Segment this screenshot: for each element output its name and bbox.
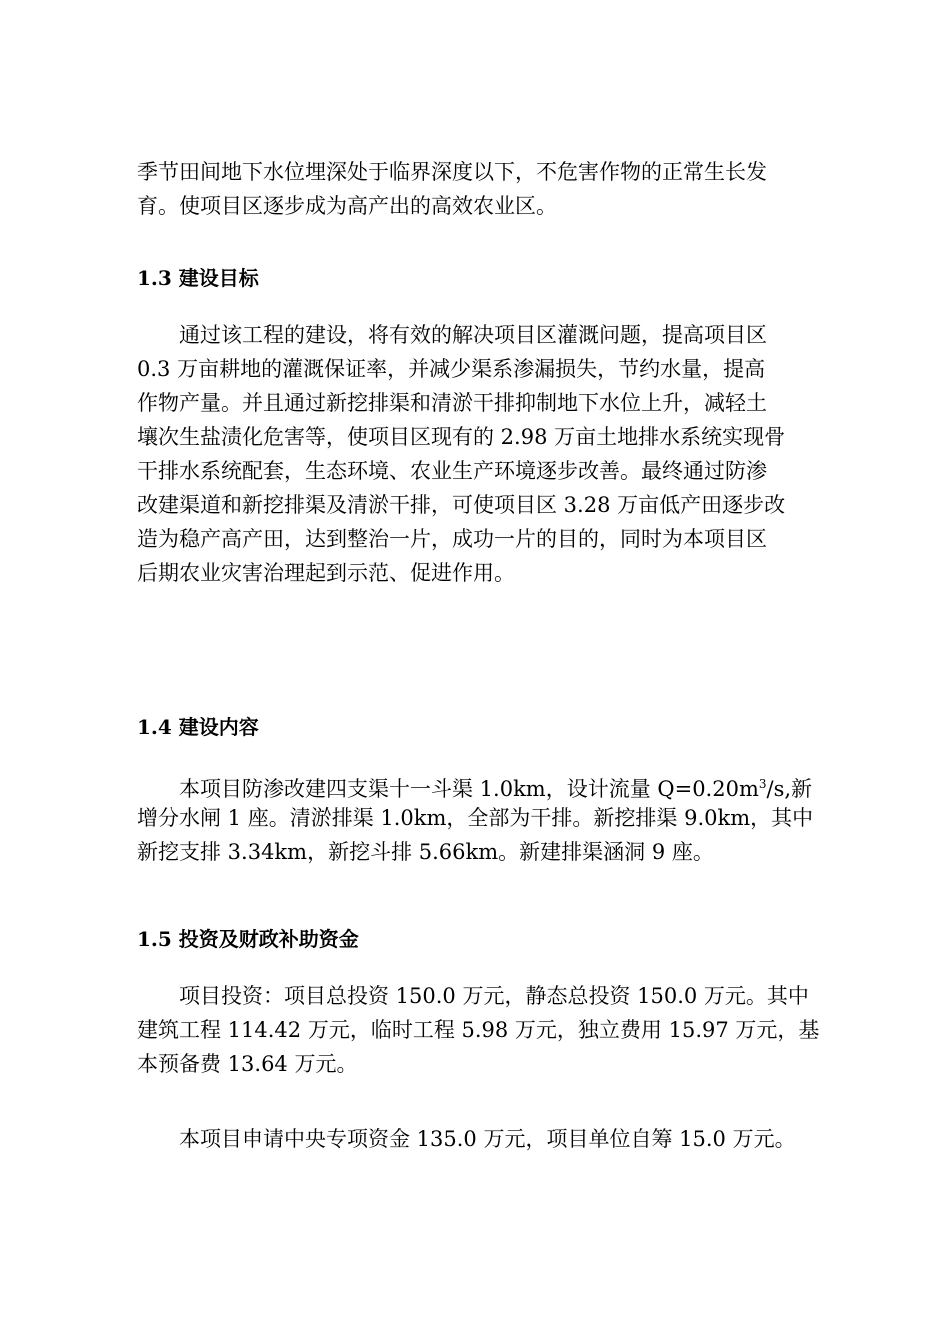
section-heading-1-5: 1.5 投资及财政补助资金 [137, 927, 359, 951]
section-1-5-paragraph-2 [137, 1122, 815, 1156]
section-heading-1-3: 1.3 建设目标 [137, 266, 259, 290]
superscript: 3 [758, 777, 767, 791]
line-text: 本项目防渗改建四支渠十一斗渠 1.0km，设计流量 Q=0.20m [179, 777, 759, 801]
section-1-5-paragraph-1 [137, 979, 820, 1081]
paragraph-line: 育。使项目区逐步成为高产出的高效农业区。 [137, 194, 557, 218]
section-1-3-paragraph [137, 318, 815, 590]
paragraph-line: 造为稳产高产田，达到整治一片，成功一片的目的，同时为本项目区 [137, 527, 767, 551]
paragraph-line: 建筑工程 114.42 万元，临时工程 5.98 万元，独立费用 15.97 万元，基 [137, 1018, 820, 1042]
paragraph-line: 后期农业灾害治理起到示范、促进作用。 [137, 561, 515, 585]
intro-paragraph [137, 155, 815, 223]
paragraph-line: 本预备费 13.64 万元。 [137, 1052, 358, 1076]
paragraph-line: 作物产量。并且通过新挖排渠和清淤干排抑制地下水位上升，减轻土 [137, 391, 767, 415]
paragraph-line: 季节田间地下水位埋深处于临界深度以下，不危害作物的正常生长发 [137, 160, 767, 184]
paragraph-line: 增分水闸 1 座。清淤排渠 1.0km，全部为干排。新挖排渠 9.0km，其中 [137, 806, 814, 830]
paragraph-line: 改建渠道和新挖排渠及清淤干排，可使项目区 3.28 万亩低产田逐步改 [137, 493, 786, 517]
paragraph-line: 项目投资：项目总投资 150.0 万元，静态总投资 150.0 万元。其中 [179, 984, 809, 1008]
paragraph-line: 干排水系统配套，生态环境、农业生产环境逐步改善。最终通过防渗 [137, 459, 767, 483]
line-text: /s,新 [766, 777, 813, 801]
paragraph-line: 0.3 万亩耕地的灌溉保证率，并减少渠系渗漏损失，节约水量，提高 [137, 357, 766, 381]
paragraph-line: 新挖支排 3.34km，新挖斗排 5.66km。新建排渠涵洞 9 座。 [137, 840, 714, 864]
paragraph-line: 本项目申请中央专项资金 135.0 万元，项目单位自筹 15.0 万元。 [179, 1127, 796, 1151]
paragraph-line: 通过该工程的建设，将有效的解决项目区灌溉问题，提高项目区 [179, 323, 767, 347]
section-heading-1-4: 1.4 建设内容 [137, 715, 259, 739]
section-1-4-paragraph [137, 767, 815, 869]
paragraph-line: 壤次生盐渍化危害等，使项目区现有的 2.98 万亩土地排水系统实现骨 [137, 425, 786, 449]
paragraph-line [137, 767, 815, 801]
